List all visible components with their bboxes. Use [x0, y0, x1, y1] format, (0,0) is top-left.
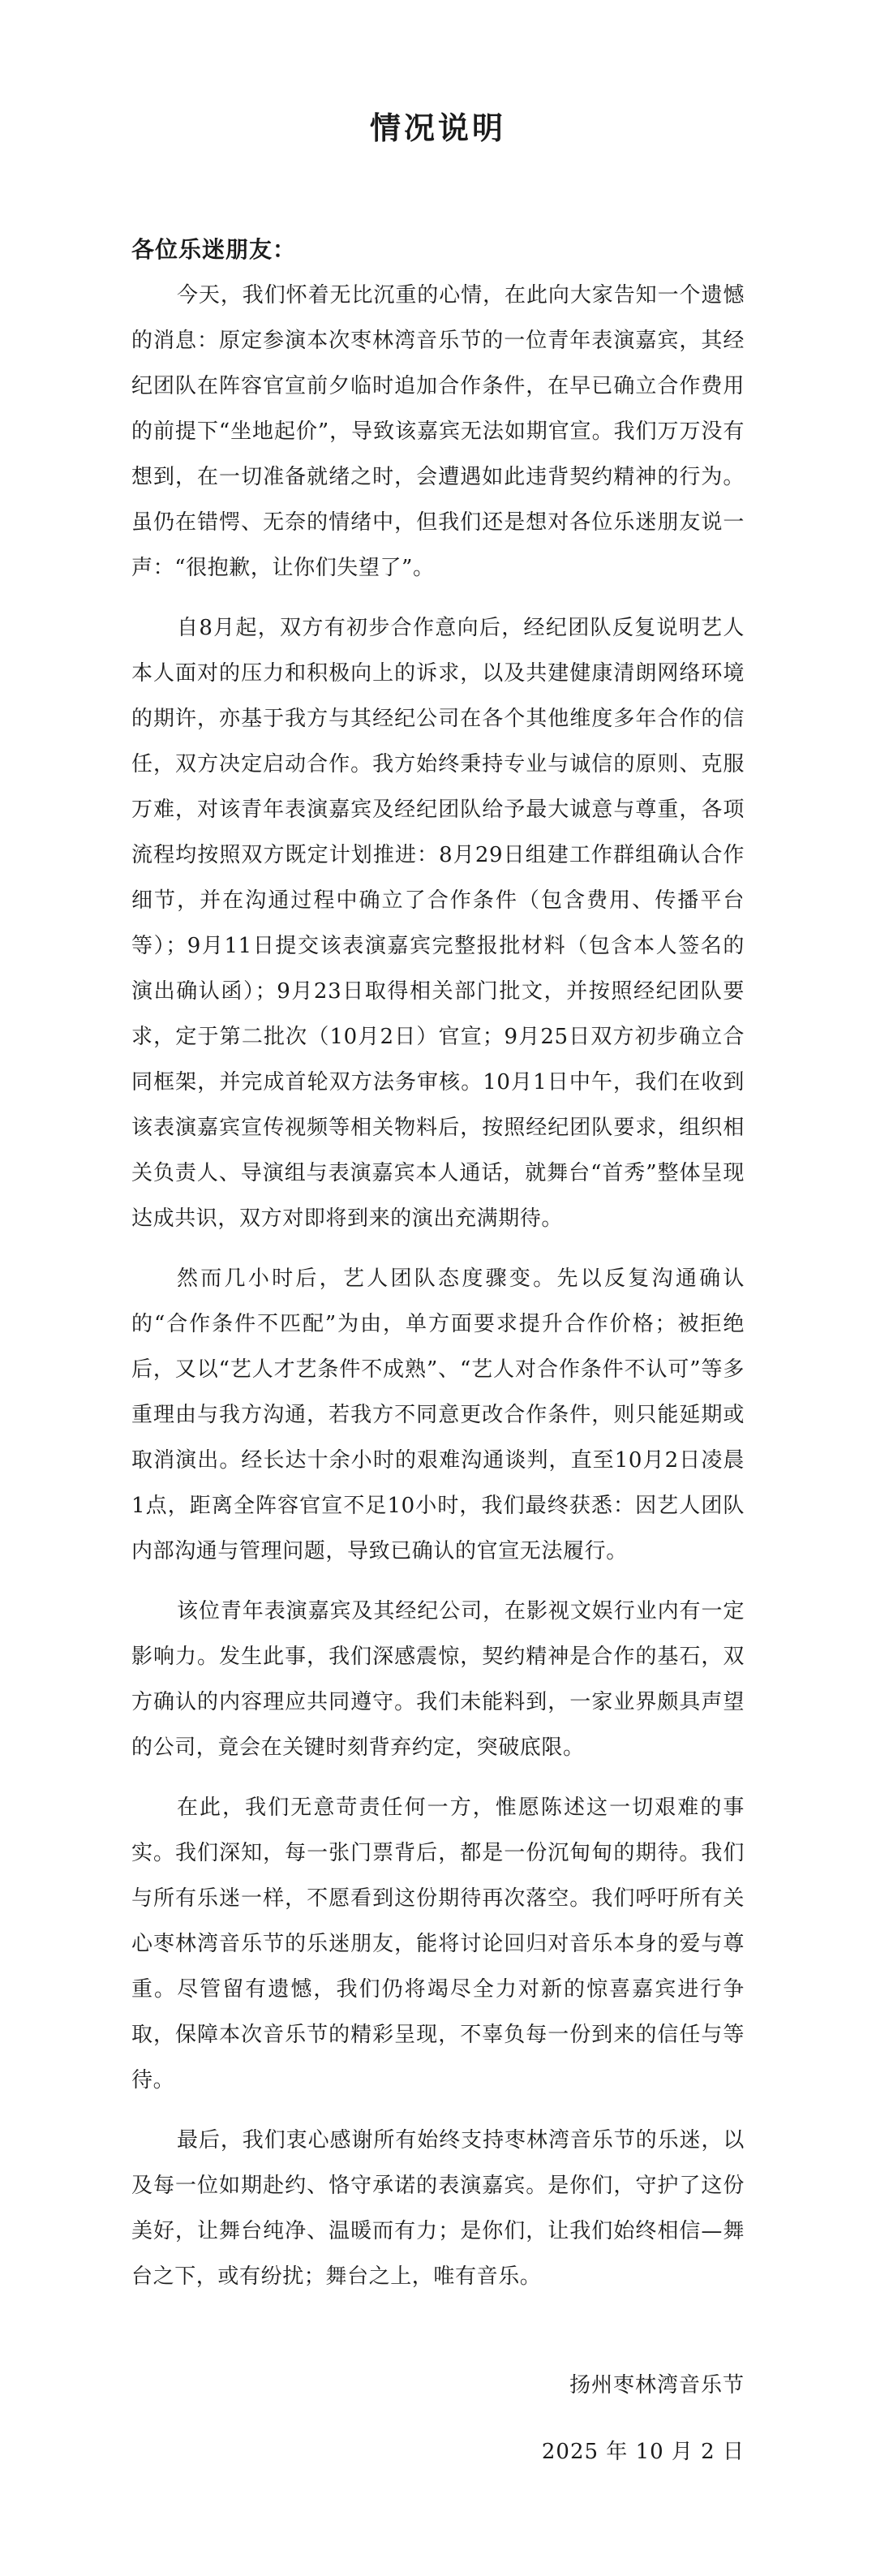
paragraph-5: 在此，我们无意苛责任何一方，惟愿陈述这一切艰难的事实。我们深知，每一张门票背后，都是一份沉甸甸的期待。我们与所有乐迷一样，不愿看到这份期待再次落空。我们呼吁所有关心枣林湾音乐节的乐迷朋友，能将讨论回归对音乐本身的爱与尊重。尽管留有遗憾，我们仍将竭尽全力对新的惊喜嘉宾进行争取，保障本次音乐节的精彩呈现，不辜负每一份到来的信任与等待。 — [131, 1795, 745, 2092]
statement-body — [131, 273, 745, 2299]
paragraph-2: 自8月起，双方有初步合作意向后，经纪团队反复说明艺人本人面对的压力和积极向上的诉求，以及共建健康清朗网络环境的期许，亦基于我方与其经纪公司在各个其他维度多年合作的信任，双方决定启动合作。我方始终秉持专业与诚信的原则、克服万难，对该青年表演嘉宾及经纪团队给予最大诚意与尊重，各项流程均按照双方既定计划推进：8月29日组建工作群组确认合作细节，并在沟通过程中确立了合作条件（包含费用、传播平台等）；9月11日提交该表演嘉宾完整报批材料（包含本人签名的演出确认函）；9月23日取得相关部门批文，并按照经纪团队要求，定于第二批次（10月2日）官宣；9月25日双方初步确立合同框架，并完成首轮双方法务审核。10月1日中午，我们在收到该表演嘉宾宣传视频等相关物料后，按照经纪团队要求，组织相关负责人、导演组与表演嘉宾本人通话，就舞台“首秀”整体呈现达成共识，双方对即将到来的演出充满期待。 — [131, 616, 745, 1231]
paragraph-1: 今天，我们怀着无比沉重的心情，在此向大家告知一个遗憾的消息：原定参演本次枣林湾音乐节的一位青年表演嘉宾，其经纪团队在阵容官宣前夕临时追加合作条件，在早已确立合作费用的前提下“坐地起价”，导致该嘉宾无法如期官宣。我们万万没有想到，在一切准备就绪之时，会遭遇如此违背契约精神的行为。虽仍在错愕、无奈的情绪中，但我们还是想对各位乐迷朋友说一声：“很抱歉，让你们失望了”。 — [131, 283, 745, 580]
signature-organization: 扬州枣林湾音乐节 — [569, 2373, 745, 2398]
paragraph-6: 最后，我们衷心感谢所有始终支持枣林湾音乐节的乐迷，以及每一位如期赴约、恪守承诺的表演嘉宾。是你们，守护了这份美好，让舞台纯净、温暖而有力；是你们，让我们始终相信—舞台之下，或有纷扰；舞台之上，唯有音乐。 — [131, 2128, 745, 2289]
paragraph-3: 然而几小时后，艺人团队态度骤变。先以反复沟通确认的“合作条件不匹配”为由，单方面要求提升合作价格；被拒绝后，又以“艺人才艺条件不成熟”、“艺人对合作条件不认可”等多重理由与我方沟通，若我方不同意更改合作条件，则只能延期或取消演出。经长达十余小时的艰难沟通谈判，直至10月2日凌晨1点，距离全阵容官宣不足10小时，我们最终获悉：因艺人团队内部沟通与管理问题，导致已确认的官宣无法履行。 — [131, 1266, 745, 1563]
document-title: 情况说明 — [369, 110, 506, 146]
salutation: 各位乐迷朋友： — [131, 236, 297, 263]
signature-date: 2025 年 10 月 2 日 — [541, 2440, 745, 2464]
paragraph-4: 该位青年表演嘉宾及其经纪公司，在影视文娱行业内有一定影响力。发生此事，我们深感震惊，契约精神是合作的基石，双方确认的内容理应共同遵守。我们未能料到，一家业界颇具声望的公司，竟会在关键时刻背弃约定，突破底限。 — [131, 1599, 745, 1760]
